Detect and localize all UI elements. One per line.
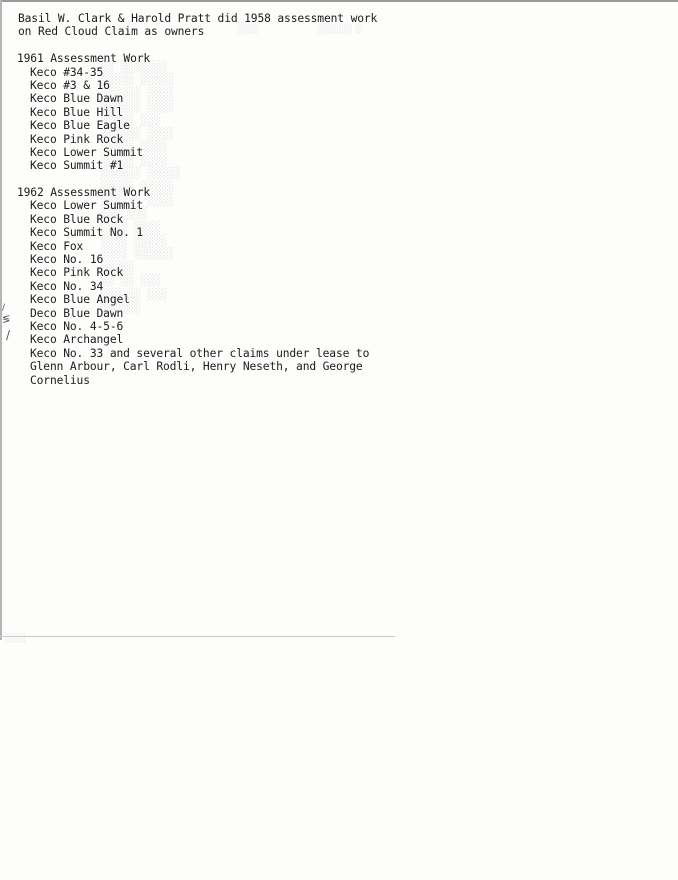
- ghost-line: ░░░░ ░░░░░: [100, 140, 279, 154]
- ghost-line: ░░░░ ░░░░: [100, 220, 273, 234]
- ghost-line: ░░░░░: [100, 260, 259, 274]
- ghost-line: ░░░░░ ░░░░░: [100, 180, 279, 194]
- ghost-line: ░░░░ ░░░░░░: [100, 100, 286, 114]
- ghost-line: ░░░░ ░░░░░░: [100, 193, 286, 207]
- faint-smudge: ░░░: [238, 25, 259, 35]
- claim-item: Keco Blue Angel: [30, 293, 130, 307]
- ghost-line: ░░░░ ░░░░░░: [100, 86, 286, 100]
- claim-item: Keco No. 4-5-6: [30, 319, 124, 333]
- claim-item: Keco Blue Dawn: [30, 92, 124, 106]
- claim-item: Keco Fox: [30, 239, 84, 253]
- margin-scribble-mark: ≶: [2, 314, 11, 325]
- ghost-line: ░░░░░░░ ░░: [100, 60, 299, 73]
- bottom-edge-rule: [0, 636, 395, 637]
- claim-item: Keco Blue Rock: [30, 212, 124, 226]
- section-title-1961: 1961 Assessment Work: [17, 52, 151, 66]
- lease-note-line: Glenn Arbour, Carl Rodli, Henry Neseth, and George: [30, 360, 363, 374]
- claim-item: Keco #3 & 16: [30, 78, 110, 92]
- lease-note-line: Cornelius: [30, 373, 90, 387]
- ghost-line: ░░░░ ░░░░░: [100, 153, 279, 167]
- faint-smudge: ░░░░░ ░: [318, 25, 363, 35]
- faint-smudge: ░░░: [5, 634, 26, 644]
- ghost-line: ░░░░░ ░░░░░: [100, 73, 293, 87]
- blank-line: [18, 39, 418, 52]
- claim-item: Keco Pink Rock: [30, 132, 124, 146]
- ghost-line: ░░░░░ ░░░░: [100, 234, 273, 248]
- claim-item: Keco Pink Rock: [30, 266, 124, 280]
- section-title-1962: 1962 Assessment Work: [17, 186, 151, 200]
- ghost-line: ░░░ ░░ ░░: [100, 274, 273, 288]
- lease-note-line: Keco No. 33 and several other claims under lease to: [30, 346, 370, 360]
- margin-tick-mark: /: [2, 303, 6, 313]
- claim-item: Keco Lower Summit: [30, 145, 144, 159]
- claim-item: Keco No. 34: [30, 279, 104, 293]
- ghost-line: ░░░░ ░░░░░░: [100, 126, 286, 140]
- claim-item: Keco Summit #1: [30, 159, 124, 173]
- ghost-line: ░░░ ░░ ░░░: [100, 287, 273, 301]
- typed-text-block: [18, 12, 418, 387]
- header-line-2: on Red Cloud Claim as owners: [18, 25, 205, 39]
- claim-item: Keco Blue Eagle: [30, 119, 130, 133]
- ghost-line: ░░░ ░░░░░: [100, 113, 279, 127]
- claim-item: Keco No. 16: [30, 253, 104, 267]
- claim-item: Keco Archangel: [30, 333, 124, 347]
- margin-check-mark: /: [6, 328, 11, 342]
- claim-item: Keco #34-35: [30, 65, 104, 79]
- ghost-line: ░░░░░░ ░░░░: [100, 247, 273, 261]
- ghost-line: ░░░ ░░░: [100, 207, 273, 221]
- blank-line: [18, 173, 418, 186]
- top-edge-rule: [0, 0, 678, 2]
- claim-item: Keco Summit No. 1: [30, 226, 144, 240]
- claim-item: Keco Blue Hill: [30, 105, 124, 119]
- ghost-line: ░░░░░ ░░░░░░: [100, 167, 286, 181]
- claim-item: Keco Lower Summit: [30, 199, 144, 213]
- claim-item: Deco Blue Dawn: [30, 306, 124, 320]
- ghost-line: ░░░░░░: [100, 301, 266, 315]
- header-line-1: Basil W. Clark & Harold Pratt did 1958 assessment work: [18, 12, 378, 25]
